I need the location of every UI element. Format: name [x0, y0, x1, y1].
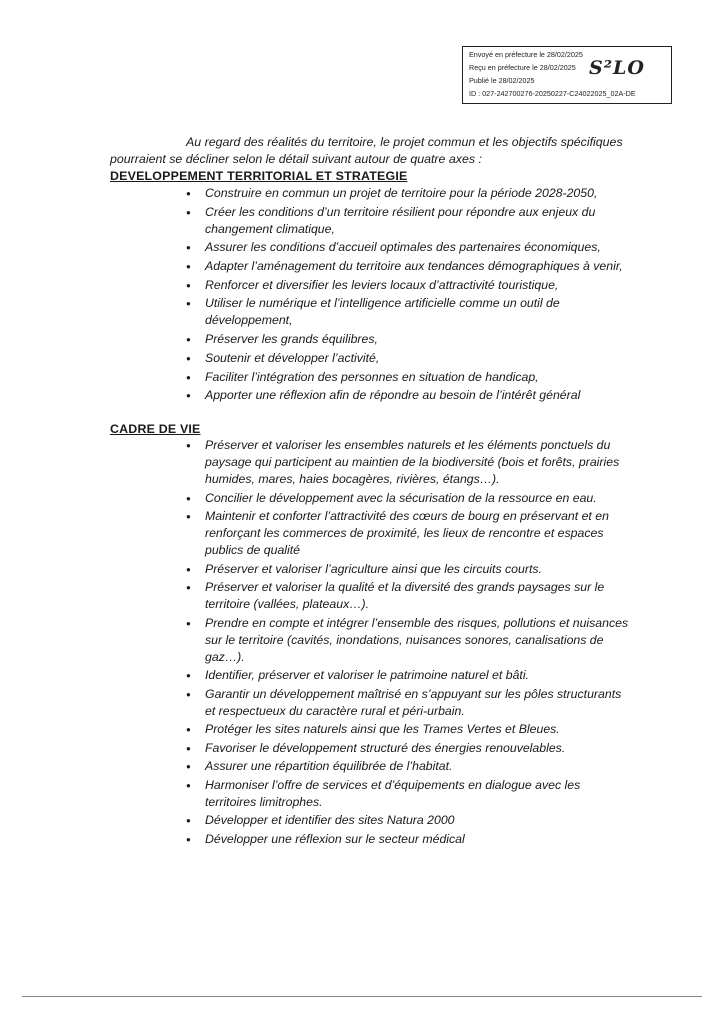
list-item: ● Prendre en compte et intégrer l’ensemble des risques, pollutions et nuisances sur le territoire (cavités, inondations, nuisances sonores, canalisations de gaz…).	[183, 615, 631, 666]
list-item: ● Assurer une répartition équilibrée de l’habitat.	[183, 758, 631, 775]
list-item: ● Faciliter l’intégration des personnes en situation de handicap,	[183, 369, 631, 386]
list-item: ● Harmoniser l’offre de services et d’équipements en dialogue avec les territoires limitrophes.	[183, 777, 631, 811]
list-item: ● Identifier, préserver et valoriser le patrimoine naturel et bâti.	[183, 667, 631, 684]
list-item: ● Adapter l’aménagement du territoire aux tendances démographiques à venir,	[183, 258, 631, 275]
list-item: ● Renforcer et diversifier les leviers locaux d’attractivité touristique,	[183, 277, 631, 294]
stamp-signature: S²LO	[589, 57, 645, 79]
stamp-sent-date: Envoyé en préfecture le 28/02/2025	[469, 50, 583, 59]
intro-line-2: pourraient se décliner selon le détail suivant autour de quatre axes :	[110, 152, 482, 166]
list-item: ● Utiliser le numérique et l’intelligence artificielle comme un outil de développement,	[183, 295, 631, 329]
list-item: ● Maintenir et conforter l’attractivité des cœurs de bourg en préservant et en renforçant les commerces de proximité, les lieux de rencontre et espaces publics de qualité	[183, 508, 631, 559]
section-heading-cadre-de-vie: CADRE DE VIE	[110, 422, 201, 436]
prefecture-stamp	[462, 46, 672, 104]
list-item: ● Construire en commun un projet de territoire pour la période 2028-2050,	[183, 185, 631, 202]
stamp-published-date: Publié le 28/02/2025	[469, 76, 535, 85]
list-item: ● Protéger les sites naturels ainsi que les Trames Vertes et Bleues.	[183, 721, 631, 738]
intro-line-1: Au regard des réalités du territoire, le projet commun et les objectifs spécifiques	[186, 135, 623, 149]
list-item: ● Garantir un développement maîtrisé en s’appuyant sur les pôles structurants et respectueux du caractère rural et péri-urbain.	[183, 686, 631, 720]
intro-paragraph	[110, 134, 630, 168]
list-item: ● Apporter une réflexion afin de répondre au besoin de l’intérêt général	[183, 387, 631, 404]
list-item: ● Préserver et valoriser l’agriculture ainsi que les circuits courts.	[183, 561, 631, 578]
list-item: ● Favoriser le développement structuré des énergies renouvelables.	[183, 740, 631, 757]
strategie-list	[183, 185, 631, 406]
list-item: ● Préserver et valoriser la qualité et la diversité des grands paysages sur le territoire (vallées, plateaux…).	[183, 579, 631, 613]
stamp-received-date: Reçu en préfecture le 28/02/2025	[469, 63, 576, 72]
footer-divider	[22, 996, 702, 997]
section-heading-strategie: DEVELOPPEMENT TERRITORIAL ET STRATEGIE	[110, 169, 408, 183]
list-item: ● Assurer les conditions d’accueil optimales des partenaires économiques,	[183, 239, 631, 256]
list-item: ● Concilier le développement avec la sécurisation de la ressource en eau.	[183, 490, 631, 507]
list-item: ● Créer les conditions d’un territoire résilient pour répondre aux enjeux du changement climatique,	[183, 204, 631, 238]
list-item: ● Soutenir et développer l’activité,	[183, 350, 631, 367]
list-item: ● Développer une réflexion sur le secteur médical	[183, 831, 631, 848]
list-item: ● Développer et identifier des sites Natura 2000	[183, 812, 631, 829]
list-item: ● Préserver et valoriser les ensembles naturels et les éléments ponctuels du paysage qui participent au maintien de la biodiversité (bois et forêts, prairies humides, mares, haies bocagères, rivières, étangs…).	[183, 437, 631, 488]
stamp-id: ID : 027-242700276-20250227-C24022025_02A-DE	[469, 89, 636, 98]
cadre-de-vie-list	[183, 437, 631, 849]
list-item: ● Préserver les grands équilibres,	[183, 331, 631, 348]
